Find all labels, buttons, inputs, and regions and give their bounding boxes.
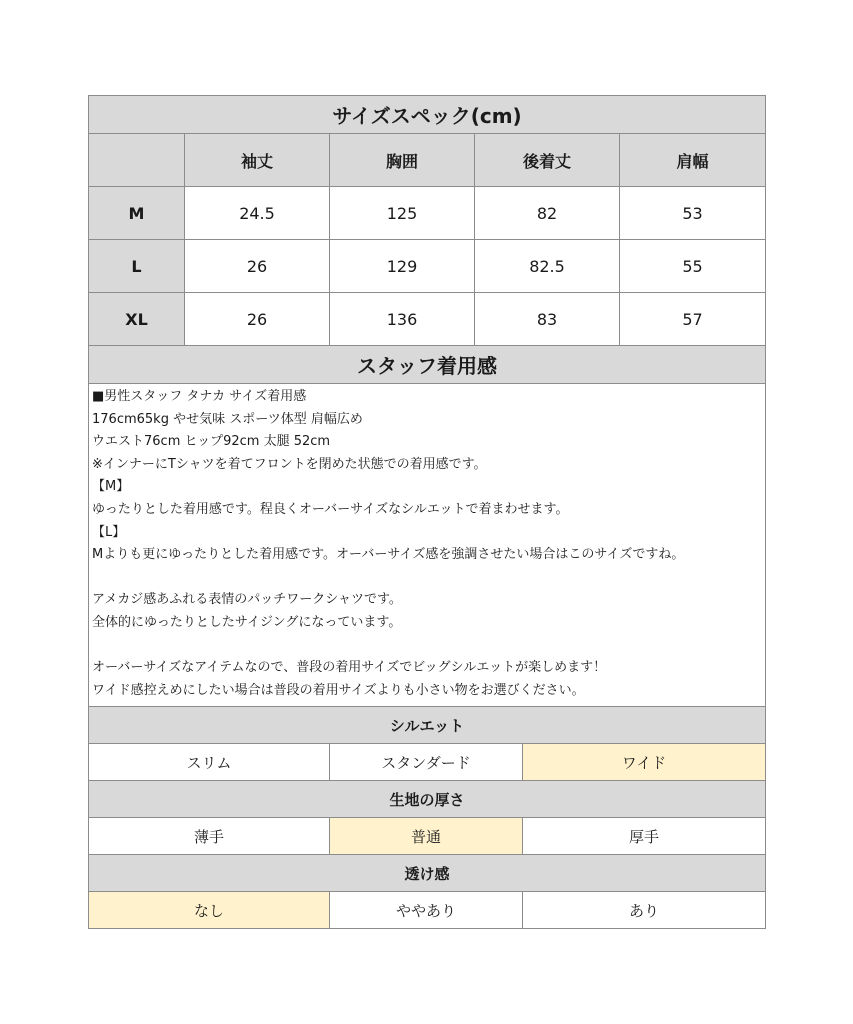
table-cell: 82 (475, 187, 620, 240)
row-header-size: L (89, 240, 185, 293)
col-header-shoulder: 肩幅 (620, 134, 766, 187)
table-cell: 24.5 (185, 187, 330, 240)
note-line: ゆったりとした着用感です。程良くオーバーサイズなシルエットで着まわせます。 (92, 501, 569, 517)
note-line: 全体的にゆったりとしたサイジングになっています。 (92, 614, 402, 630)
note-line: ■男性スタッフ タナカ サイズ着用感 (92, 389, 307, 404)
row-header-size: XL (89, 293, 185, 346)
table-cell: 125 (330, 187, 475, 240)
sheerness-option-yes: あり (523, 892, 766, 929)
table-row (89, 240, 766, 293)
table-cell: 83 (475, 293, 620, 346)
attribute-table (88, 706, 766, 929)
note-line (92, 567, 762, 590)
table-cell: 55 (620, 240, 766, 293)
table-cell: 129 (330, 240, 475, 293)
note-line: アメカジ感あふれる表情のパッチワークシャツです。 (92, 592, 402, 608)
table-cell: 26 (185, 293, 330, 346)
col-header-chest: 胸囲 (330, 134, 475, 187)
thickness-option-thick: 厚手 (523, 818, 766, 855)
note-line: ※インナーにTシャツを着てフロントを閉めた状態での着用感です。 (92, 456, 487, 472)
table-cell: 57 (620, 293, 766, 346)
staff-title: スタッフ着用感 (89, 346, 766, 384)
staff-notes (89, 384, 766, 707)
thickness-title: 生地の厚さ (89, 781, 766, 818)
size-spec-sheet (88, 95, 765, 929)
note-line (92, 635, 762, 658)
corner-cell (89, 134, 185, 187)
note-line: オーバーサイズなアイテムなので、普段の着用サイズでビッグシルエットが楽しめます！ (92, 660, 607, 676)
size-spec-table (88, 95, 766, 707)
col-header-sleeve: 袖丈 (185, 134, 330, 187)
note-line: 176cm65kg やせ気味 スポーツ体型 肩幅広め (92, 411, 363, 427)
spec-title: サイズスペック(cm) (89, 96, 766, 134)
note-line: ウエスト76cm ヒップ92cm 太腿 52cm (92, 434, 331, 450)
silhouette-options (89, 744, 766, 781)
silhouette-option-wide: ワイド (523, 744, 766, 781)
table-cell: 53 (620, 187, 766, 240)
sheerness-title: 透け感 (89, 855, 766, 892)
silhouette-option-slim: スリム (89, 744, 330, 781)
table-row (89, 293, 766, 346)
table-cell: 82.5 (475, 240, 620, 293)
silhouette-title: シルエット (89, 707, 766, 744)
table-cell: 26 (185, 240, 330, 293)
table-cell: 136 (330, 293, 475, 346)
row-header-size: M (89, 187, 185, 240)
note-line: 【M】 (92, 479, 130, 495)
sheerness-option-none: なし (89, 892, 330, 929)
note-line: 【L】 (92, 524, 126, 540)
thickness-option-thin: 薄手 (89, 818, 330, 855)
silhouette-option-standard: スタンダード (330, 744, 523, 781)
note-line: Mよりも更にゆったりとした着用感です。オーバーサイズ感を強調させたい場合はこのサイズですね。 (92, 547, 685, 563)
thickness-options (89, 818, 766, 855)
sheerness-options (89, 892, 766, 929)
thickness-option-normal: 普通 (330, 818, 523, 855)
col-header-back-length: 後着丈 (475, 134, 620, 187)
table-row (89, 187, 766, 240)
note-line: ワイド感控えめにしたい場合は普段の着用サイズよりも小さい物をお選びください。 (92, 682, 585, 698)
sheerness-option-slight: ややあり (330, 892, 523, 929)
